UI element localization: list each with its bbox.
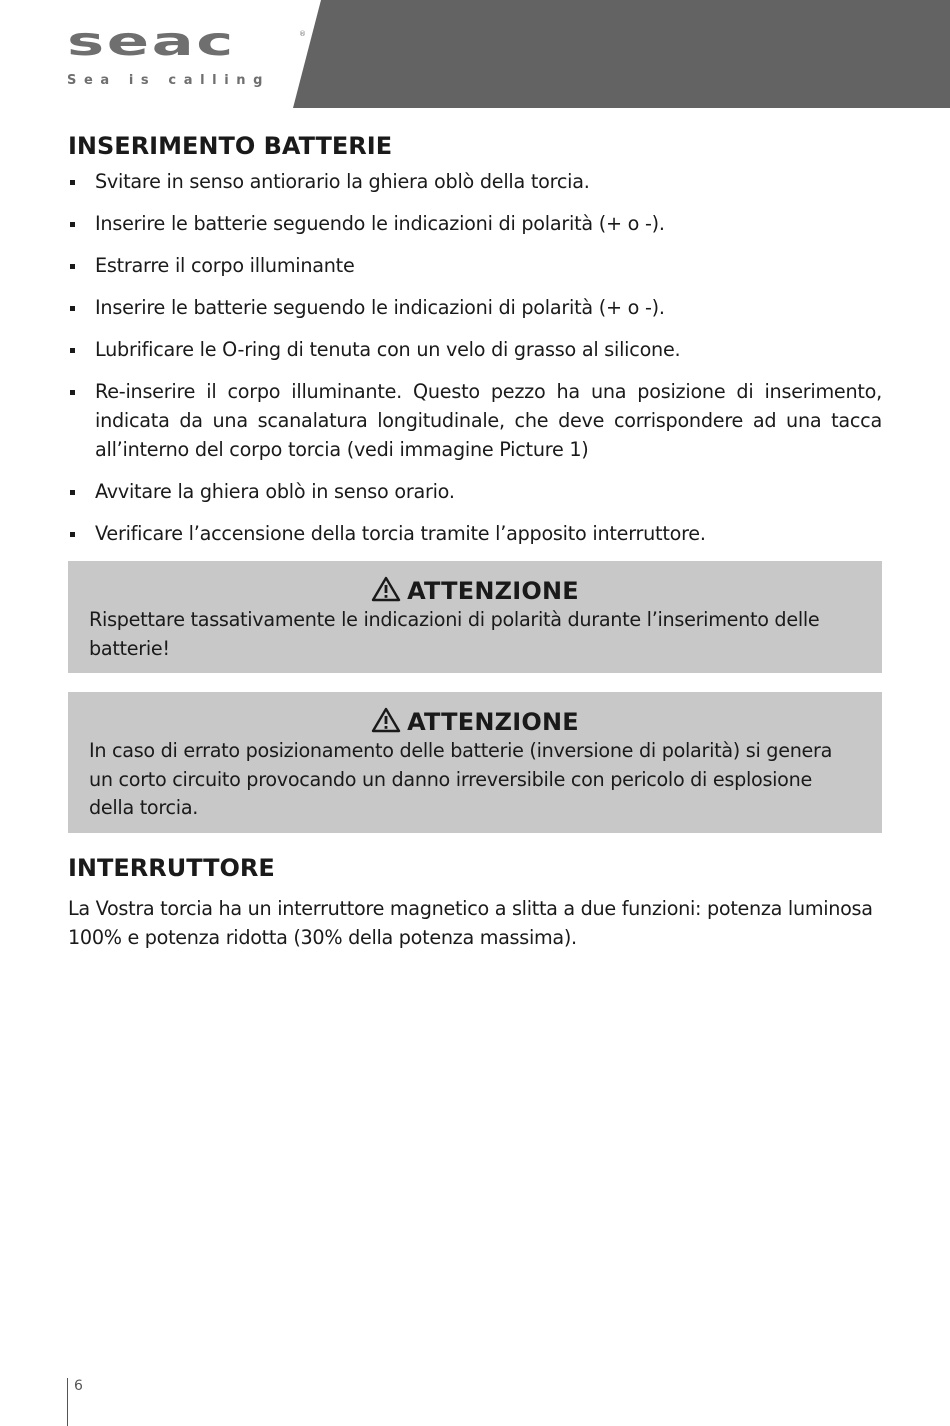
list-item: Avvitare la ghiera oblò in senso orario. — [68, 477, 882, 506]
list-item: Verificare l’accensione della torcia tramite l’apposito interruttore. — [68, 519, 882, 548]
logo-tagline: Sea is calling — [67, 73, 271, 88]
list-item: Re-inserire il corpo illuminante. Questo pezzo ha una posizione di inserimento, indicata da una scanalatura longitudinale, che deve corrispondere ad una tacca all’interno del corpo torcia (vedi immagine Picture 1) — [68, 377, 882, 464]
switch-description: La Vostra torcia ha un interruttore magnetico a slitta a due funzioni: potenza luminosa 100% e potenza ridotta (30% della potenza massima). — [68, 896, 873, 949]
list-item: Inserire le batterie seguendo le indicazioni di polarità (+ o -). — [68, 293, 882, 322]
warning-box-polarity — [68, 561, 882, 673]
page-number-rule — [67, 1378, 68, 1426]
list-item: Estrarre il corpo illuminante — [68, 251, 882, 280]
section-title-switch: INTERRUTTORE — [68, 853, 275, 882]
warning-title-text: ATTENZIONE — [407, 708, 579, 736]
section-title-batteries: INSERIMENTO BATTERIE — [68, 132, 393, 160]
logo-wordmark: seac — [67, 19, 236, 65]
list-item: Inserire le batterie seguendo le indicazioni di polarità (+ o -). — [68, 209, 882, 238]
warning-triangle-icon — [371, 576, 401, 602]
list-item: Lubrificare le O-ring di tenuta con un velo di grasso al silicone. — [68, 335, 882, 364]
warning-text: Rispettare tassativamente le indicazioni di polarità durante l’inserimento delle batterie! — [89, 608, 820, 660]
battery-steps-list — [68, 167, 882, 548]
page-content — [68, 127, 882, 952]
page-number: 6 — [74, 1378, 83, 1394]
brand-logo — [67, 19, 306, 94]
logo-registered-mark: ® — [299, 30, 306, 38]
warning-title-text: ATTENZIONE — [407, 577, 579, 605]
warning-text: In caso di errato posizionamento delle batterie (inversione di polarità) si genera un corto circuito provocando un danno irreversibile con pericolo di esplosione della torcia. — [89, 739, 833, 819]
warning-title — [89, 576, 861, 606]
list-item: Svitare in senso antiorario la ghiera oblò della torcia. — [68, 167, 882, 196]
header-band — [293, 0, 950, 108]
warning-title — [89, 707, 861, 737]
warning-triangle-icon — [371, 707, 401, 733]
warning-box-short-circuit — [68, 692, 882, 833]
